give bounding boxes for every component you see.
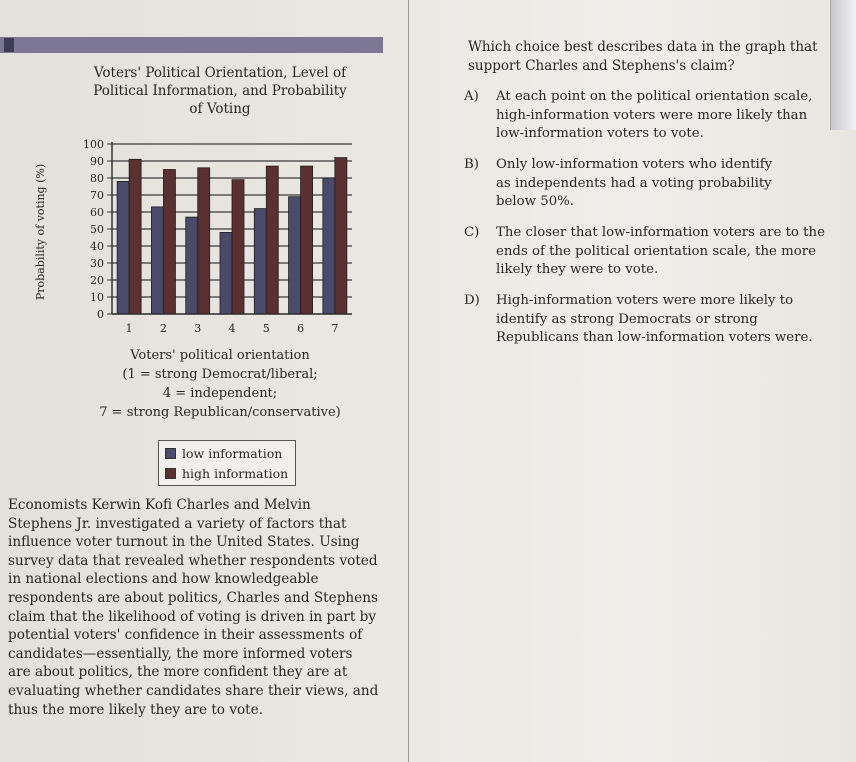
passage-line: claim that the likelihood of voting is driven in part by	[8, 608, 377, 625]
legend-label-high: high information	[182, 465, 289, 481]
chart-title-line: Political Information, and Probability	[93, 83, 347, 99]
x-tick-label: 2	[159, 322, 167, 335]
choice-line: as independents had a voting probability	[496, 175, 772, 191]
bar-low	[323, 178, 335, 314]
choice-letter: D)	[464, 293, 480, 308]
x-tick-label: 6	[297, 322, 305, 335]
legend-label-low: low information	[182, 445, 283, 461]
bar-high	[232, 180, 244, 314]
bar-low	[186, 217, 198, 314]
chart-legend	[158, 440, 296, 486]
chart-title	[60, 64, 380, 118]
choice-text	[496, 224, 825, 280]
bar-high	[301, 166, 313, 314]
legend-swatch-high	[165, 468, 176, 479]
choice-text	[496, 156, 772, 212]
choice-line: low-information voters to vote.	[496, 126, 704, 142]
y-tick-labels	[83, 138, 104, 321]
y-axis-label: Probability of voting (%)	[34, 163, 47, 301]
bar-chart	[0, 120, 380, 340]
passage-line: in national elections and how knowledgeable	[8, 571, 319, 588]
y-tick-label: 70	[90, 189, 104, 202]
choice-line: high-information voters were more likely than	[496, 107, 808, 123]
y-tick-label: 80	[90, 172, 104, 185]
left-column	[0, 0, 408, 762]
passage-line: candidates—essentially, the more informed voters	[8, 645, 353, 662]
scale-note: 7 = strong Republican/conservative)	[99, 405, 341, 420]
choice-line: The closer that low-information voters are to the	[496, 225, 825, 240]
chart-title-line: of Voting	[189, 101, 251, 117]
scale-note: 4 = independent;	[162, 386, 278, 401]
x-axis-description	[60, 346, 380, 422]
choice-letter: A)	[464, 89, 479, 104]
choice-line: likely they were to vote.	[496, 262, 659, 278]
y-tick-label: 100	[83, 138, 104, 151]
passage-line: Stephens Jr. investigated a variety of factors that	[8, 515, 347, 532]
bar-high	[198, 168, 210, 314]
passage-line: Economists Kerwin Kofi Charles and Melvin	[8, 497, 311, 513]
bar-low	[289, 197, 301, 314]
passage-line: potential voters' confidence in their assessments of	[8, 627, 363, 644]
choice-text	[496, 88, 812, 144]
y-tick-label: 10	[90, 291, 104, 304]
choice-line: Republicans than low-information voters were.	[496, 330, 813, 346]
y-tick-label: 0	[97, 308, 104, 321]
x-tick-label: 3	[194, 322, 202, 335]
passage-text	[8, 496, 400, 719]
y-tick-label: 60	[90, 206, 104, 219]
x-tick-label: 1	[125, 322, 133, 335]
y-tick-label: 40	[90, 240, 104, 253]
choice-text	[496, 292, 813, 348]
y-tick-label: 30	[90, 257, 104, 270]
passage-line: influence voter turnout in the United States. Using	[8, 534, 360, 551]
x-tick-label: 7	[331, 322, 339, 335]
bar-low	[117, 181, 129, 314]
bar-low	[151, 207, 163, 314]
stem-line: Which choice best describes data in the graph that	[468, 39, 818, 55]
passage-line: thus the more likely they are to vote.	[8, 701, 264, 718]
choice-line: Only low-information voters who identify	[496, 157, 773, 172]
choice-letter: B)	[464, 157, 479, 172]
bar-high	[266, 166, 278, 314]
x-axis-label: Voters' political orientation	[130, 348, 310, 363]
bar-high	[163, 170, 175, 315]
question-stem	[468, 38, 848, 76]
choice-line: identify as strong Democrats or strong	[496, 311, 758, 327]
bar-low	[220, 232, 232, 314]
x-tick-label: 4	[228, 322, 236, 335]
column-divider	[408, 0, 409, 762]
bar-low	[254, 209, 266, 314]
y-tick-label: 20	[90, 274, 104, 287]
question-number-marker	[4, 38, 14, 52]
bars	[117, 158, 347, 314]
y-tick-label: 90	[90, 155, 104, 168]
passage-line: are about politics, the more confident they are at	[8, 664, 348, 681]
choice-line: ends of the political orientation scale, the more	[496, 243, 816, 259]
choice-line: High-information voters were more likely to	[496, 293, 794, 308]
legend-item-low	[165, 444, 282, 462]
y-tick-label: 50	[90, 223, 104, 236]
passage-line: respondents are about politics, Charles and Stephens	[8, 589, 378, 606]
stem-line: support Charles and Stephens's claim?	[468, 58, 735, 74]
choice-letter: C)	[464, 225, 480, 240]
legend-item-high	[165, 464, 288, 482]
legend-swatch-low	[165, 448, 176, 459]
choice-line: At each point on the political orientation scale,	[496, 89, 813, 104]
bar-high	[335, 158, 347, 314]
x-tick-label: 5	[262, 322, 270, 335]
passage-line: survey data that revealed whether respondents voted	[8, 552, 378, 569]
bar-high	[129, 159, 141, 314]
chart-title-line: Voters' Political Orientation, Level of	[93, 65, 347, 81]
side-tab	[830, 0, 856, 130]
passage-line: evaluating whether candidates share their views, and	[8, 682, 379, 699]
scale-note: (1 = strong Democrat/liberal;	[122, 367, 318, 382]
choice-line: below 50%.	[496, 194, 575, 210]
question-column	[420, 0, 856, 762]
x-tick-labels	[126, 322, 339, 335]
header-bar	[0, 37, 383, 53]
